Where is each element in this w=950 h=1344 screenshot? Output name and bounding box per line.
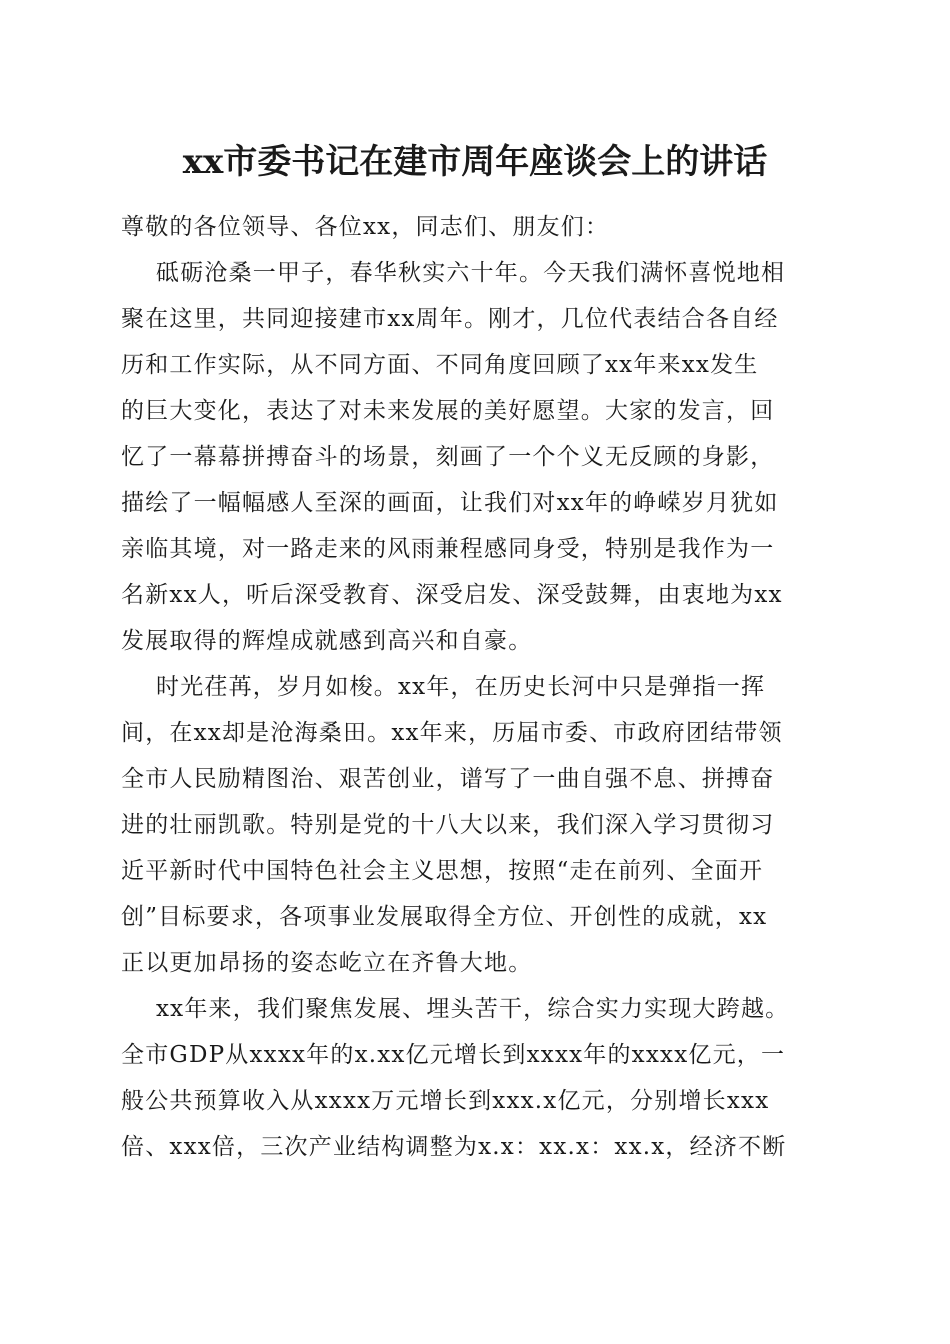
paragraph-line: 近平新时代中国特色社会主义思想，按照“走在前列、全面开 [121,858,764,884]
paragraph-line: 发展取得的辉煌成就感到高兴和自豪。 [121,628,533,654]
paragraph-line: 的巨大变化，表达了对未来发展的美好愿望。大家的发言，回 [121,398,775,424]
paragraph-line: 正以更加昂扬的姿态屹立在齐鲁大地。 [121,950,533,976]
paragraph-line: 间，在xx却是沧海桑田。xx年来，历届市委、市政府团结带领 [121,720,783,746]
paragraph-line: 名新xx人，听后深受教育、深受启发、深受鼓舞，由衷地为xx [121,582,783,608]
paragraph-line: 创”目标要求，各项事业发展取得全方位、开创性的成就，xx [121,904,768,930]
paragraph-line: 时光荏苒，岁月如梭。xx年，在历史长河中只是弹指一挥 [156,674,766,700]
salutation-line: 尊敬的各位领导、各位xx，同志们、朋友们： [121,214,610,240]
paragraph-line: 亲临其境，对一路走来的风雨兼程感同身受，特别是我作为一 [121,536,775,562]
salutation [121,204,833,250]
document-title: xx市委书记在建市周年座谈会上的讲话 [182,142,768,182]
paragraph-line: 砥砺沧桑一甲子，春华秋实六十年。今天我们满怀喜悦地相 [156,260,786,286]
paragraph-line: 般公共预算收入从xxxx万元增长到xxx.x亿元，分别增长xxx [121,1088,770,1114]
paragraph-line: 忆了一幕幕拼搏奋斗的场景，刻画了一个个义无反顾的身影， [121,444,775,470]
paragraph-line: 全市人民励精图治、艰苦创业，谱写了一曲自强不息、拼搏奋 [121,766,775,792]
paragraph-line: 倍、xxx倍，三次产业结构调整为x.x：xx.x：xx.x，经济不断 [121,1134,787,1160]
paragraph-line: 全市GDP从xxxx年的x.xx亿元增长到xxxx年的xxxx亿元，一 [121,1042,786,1068]
paragraph-line: 进的壮丽凯歌。特别是党的十八大以来，我们深入学习贯彻习 [121,812,775,838]
paragraph-line: 聚在这里，共同迎接建市xx周年。刚才，几位代表结合各自经 [121,306,779,332]
paragraph-line: xx年来，我们聚焦发展、埋头苦干，综合实力实现大跨越。 [156,996,790,1022]
paragraph-line: 历和工作实际，从不同方面、不同角度回顾了xx年来xx发生 [121,352,759,378]
document-body [121,204,833,1170]
paragraph-1 [121,250,833,664]
paragraph-line: 描绘了一幅幅感人至深的画面，让我们对xx年的峥嵘岁月犹如 [121,490,779,516]
paragraph-2 [121,664,833,986]
paragraph-3 [121,986,833,1170]
